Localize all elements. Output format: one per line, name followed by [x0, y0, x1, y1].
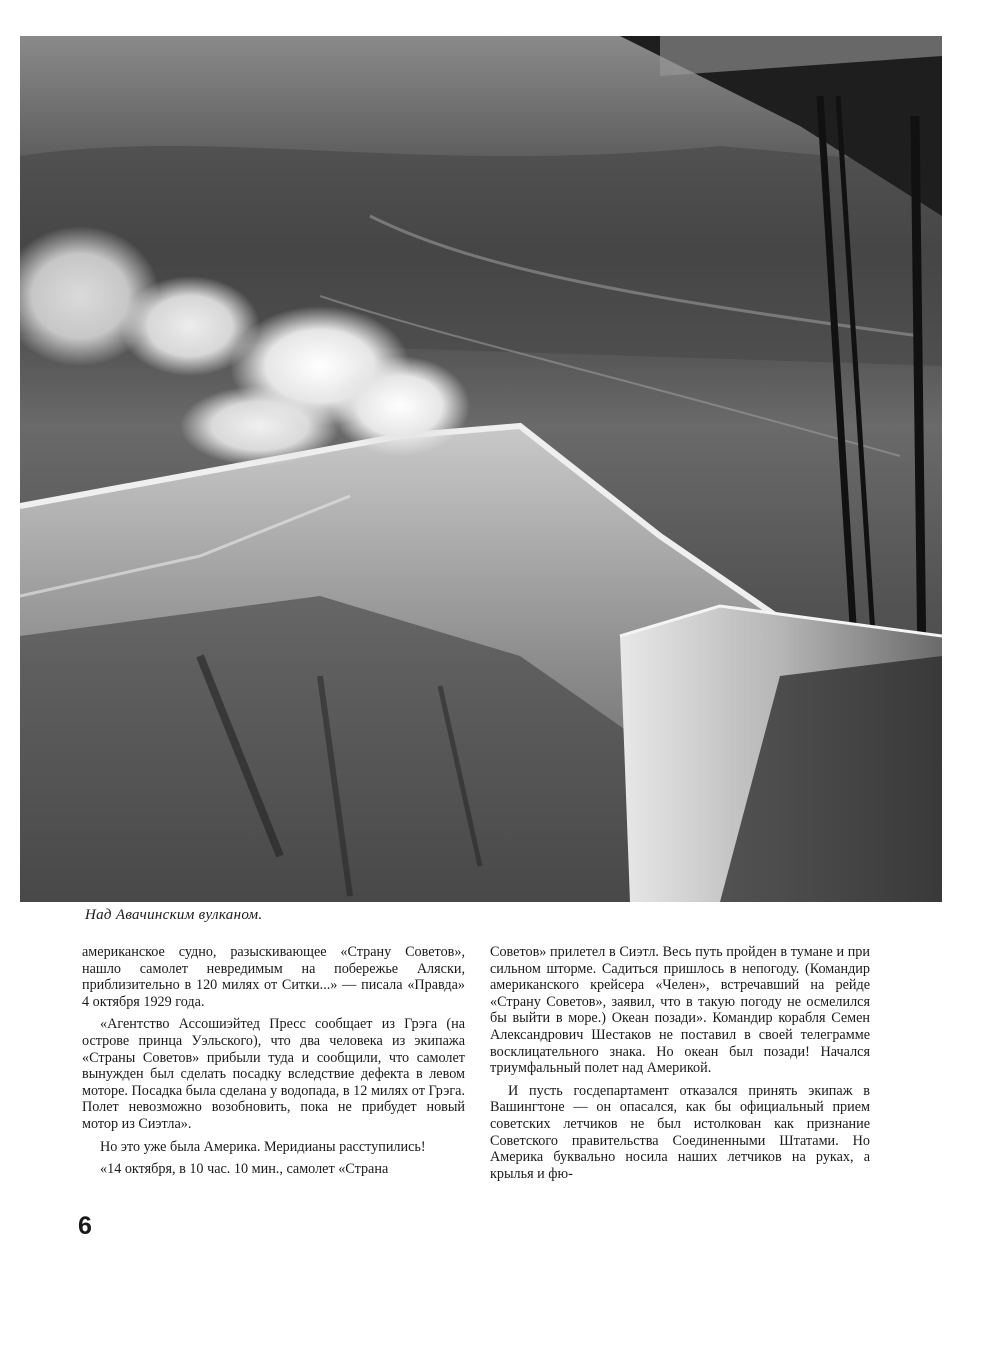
- paragraph: американское судно, разыскивающее «Страну Советов», нашло самолет невредимым на побережье Аляски, приблизительно в 120 милях от Ситки...» — писала «Правда» 4 октября 1929 года.: [82, 944, 465, 1010]
- volcano-photo: [20, 36, 942, 902]
- paragraph: «14 октября, в 10 час. 10 мин., самолет «Страна: [100, 1161, 389, 1178]
- paragraph: И пусть госдепартамент отказался принять экипаж в Вашингтоне — он опасался, как бы официальный прием советских летчиков не был истолкован как признание Советского правительства Соединенными Штатами. Но Америка буквально носила наших летчиков на руках, а крылья и фю-: [490, 1082, 870, 1182]
- right-column: [490, 944, 870, 1188]
- paragraph: «Агентство Ассошиэйтед Пресс сообщает из Грэга (на острове принца Уэльского), что два человека из экипажа «Страны Советов» прибыли туда и сообщили, что самолет вынужден был сделать посадку вследствие дефекта в левом моторе. Посадка была сделана у водопада, в 12 милях от Грэга. Полет невозможно возобновить, пока не прибудет новый мотор из Сиэтла».: [82, 1016, 465, 1132]
- paragraph: Но это уже была Америка. Меридианы расступились!: [100, 1138, 426, 1155]
- paragraph: Советов» прилетел в Сиэтл. Весь путь пройден в тумане и при сильном шторме. Садиться пришлось в непогоду. (Командир американского крейсера «Челен», встречавший на рейде «Страну Советов», заявил, что в такую погоду не осмелился бы выйти в море.) Океан позади». Командир корабля Семен Александрович Шестаков не поставил в своей телеграмме восклицательного знака. Но океан был позади! Начался триумфальный полет над Америкой.: [490, 944, 870, 1077]
- photo-caption: Над Авачинским вулканом.: [85, 907, 263, 923]
- left-column: [82, 944, 465, 1184]
- page-number: 6: [78, 1212, 92, 1240]
- volcano-aerial-photo-icon: [20, 36, 942, 902]
